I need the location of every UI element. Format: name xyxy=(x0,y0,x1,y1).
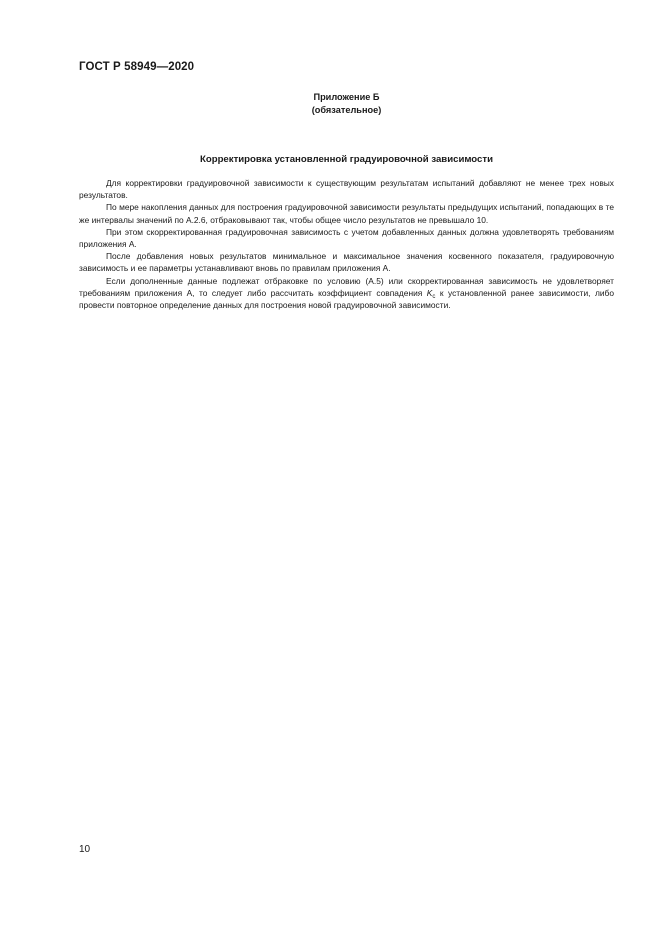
annex-title: Приложение Б xyxy=(313,92,380,102)
paragraph xyxy=(79,275,614,312)
paragraph: После добавления новых результатов минимальное и максимальное значения косвенного показателя, градуировочную зависимость и ее параметры устанавливают вновь по правилам приложения А. xyxy=(79,251,614,274)
coefficient-symbol: K xyxy=(426,287,433,298)
coefficient-subscript: c xyxy=(432,293,436,300)
paragraph: По мере накопления данных для построения градуировочной зависимости результаты предыдущих испытаний, попадающих в те же интервалы значений по А.2.6, отбраковывают так, чтобы общее число результатов не превышало 10. xyxy=(79,202,614,225)
annex-heading xyxy=(250,91,443,117)
paragraph: При этом скорректированная градуировочная зависимость с учетом добавленных данных должна удовлетворять требованиям приложения А. xyxy=(79,226,614,250)
paragraph-text: к установленной ранее зависимости, либо провести повторное определение данных для построения новой градуировочной зависимости. xyxy=(79,287,614,311)
annex-status: (обязательное) xyxy=(311,105,382,115)
section-title: Корректировка установленной градуировочной зависимости xyxy=(200,154,493,165)
paragraph-text: Если дополненные данные подлежат отбраковке по условию (А.5) или скорректированная зависимость не удовлетворяет требованиям приложения А, то следует либо рассчитать коэффициент совпадения xyxy=(79,275,614,298)
page-number: 10 xyxy=(79,844,91,855)
body-text xyxy=(79,177,614,311)
paragraph: Для корректировки градуировочной зависимости к существующим результатам испытаний добавляют не менее трех новых результатов. xyxy=(79,178,614,201)
document-id: ГОСТ Р 58949—2020 xyxy=(79,61,195,73)
